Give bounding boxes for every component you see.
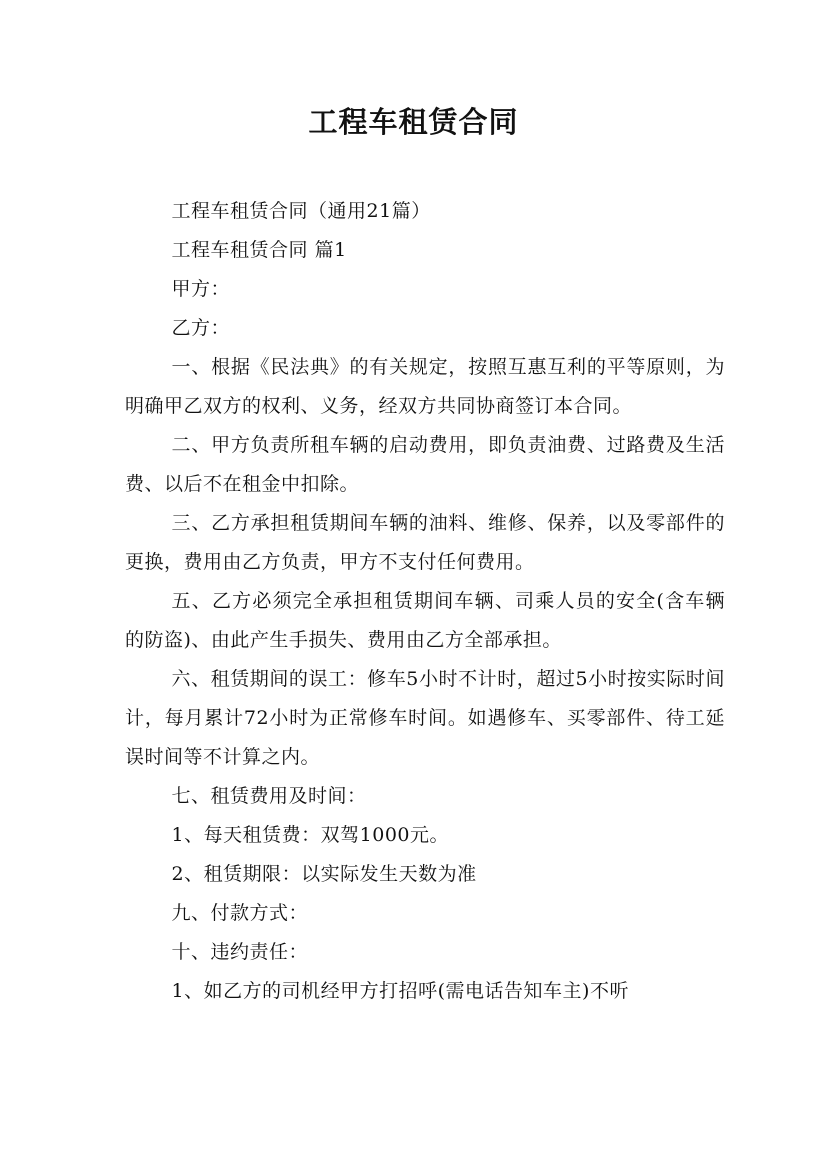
paragraph-clause-6: 六、租赁期间的误工：修车5小时不计时，超过5小时按实际时间计，每月累计72小时为正常修车时间。如遇修车、买零部件、待工延误时间等不计算之内。 [125,668,725,768]
paragraph-clause-9: 九、付款方式： [171,902,309,924]
paragraph-party-b: 乙方： [171,317,231,339]
paragraph-clause-10-item-1: 1、如乙方的司机经甲方打招呼(需电话告知车主)不听 [171,980,629,1002]
paragraph-clause-5: 五、乙方必须完全承担租赁期间车辆、司乘人员的安全(含车辆的防盗)、由此产生手损失、费用由乙方全部承担。 [125,590,725,651]
paragraph-clause-7-item-2: 2、租赁期限：以实际发生天数为准 [171,863,477,885]
document-title: 工程车租赁合同 [308,105,519,139]
paragraph-clause-7: 七、租赁费用及时间： [171,785,367,807]
paragraph-heading: 工程车租赁合同（通用21篇） [171,200,431,222]
paragraph-clause-10: 十、违约责任： [171,941,309,963]
paragraph-section-title: 工程车租赁合同 篇1 [171,239,347,261]
paragraph-party-a: 甲方： [171,278,231,300]
document-body [125,192,725,1011]
paragraph-clause-1: 一、根据《民法典》的有关规定，按照互惠互利的平等原则，为明确甲乙双方的权利、义务，经双方共同协商签订本合同。 [125,356,725,417]
paragraph-clause-3: 三、乙方承担租赁期间车辆的油料、维修、保养，以及零部件的更换，费用由乙方负责，甲方不支付任何费用。 [125,512,725,573]
paragraph-clause-7-item-1: 1、每天租赁费：双驾1000元。 [171,824,449,846]
paragraph-clause-2: 二、甲方负责所租车辆的启动费用，即负责油费、过路费及生活费、以后不在租金中扣除。 [125,434,725,495]
